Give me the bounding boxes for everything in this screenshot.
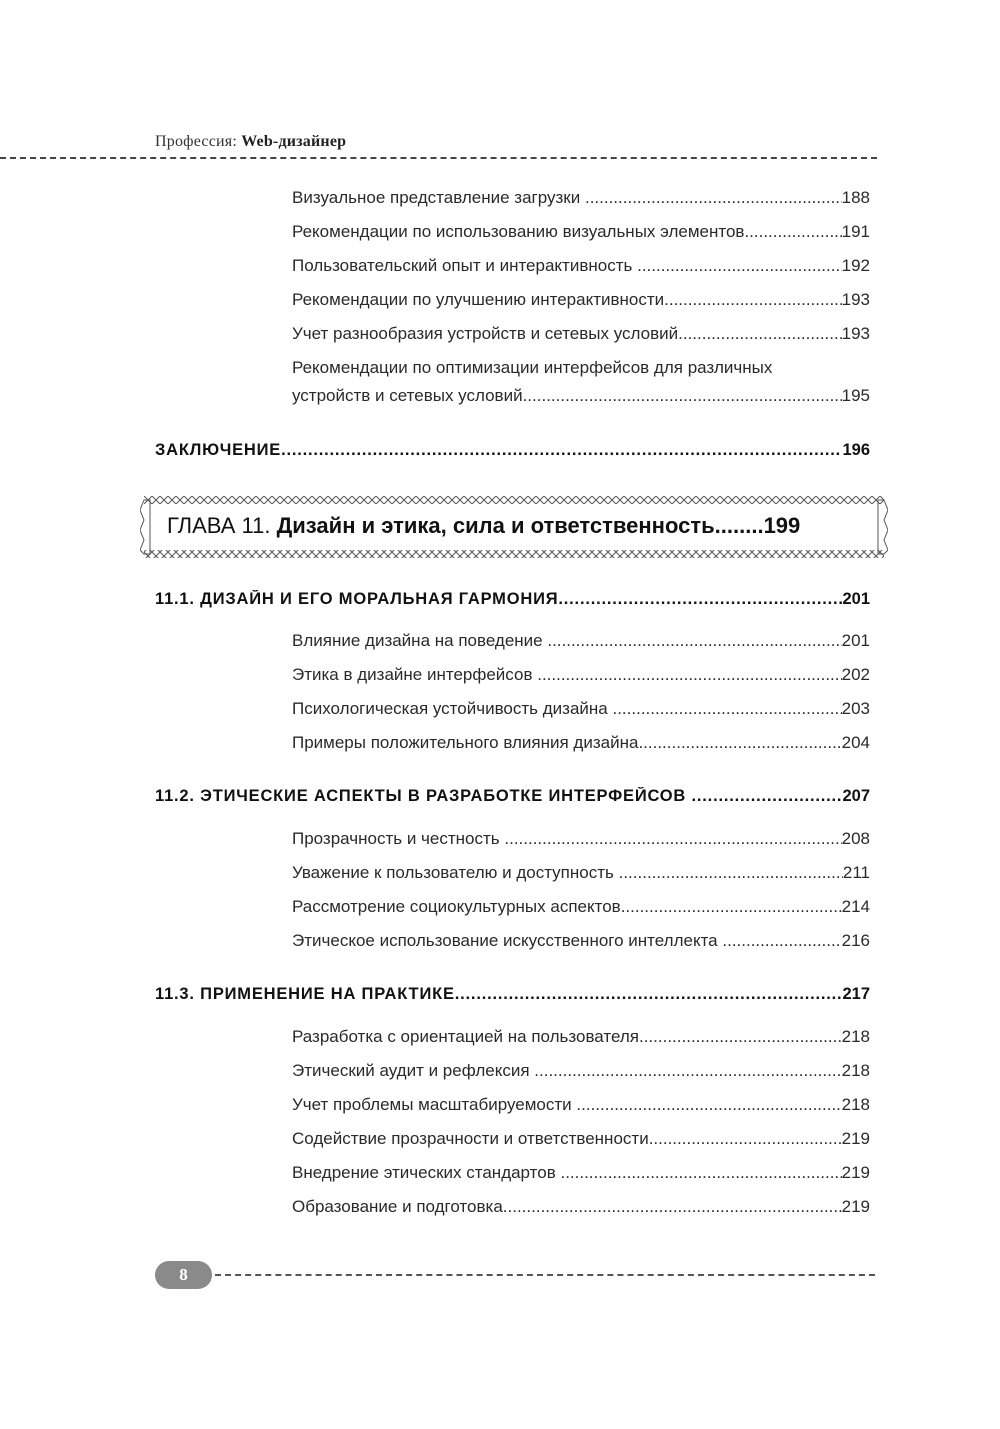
- toc-entry-page: 219: [841, 1129, 870, 1148]
- toc-entry-title: Психологическая устойчивость дизайна: [292, 699, 608, 718]
- leader-dots: [686, 787, 842, 806]
- page-number: 8: [155, 1261, 212, 1289]
- toc-entry[interactable]: [292, 699, 870, 719]
- leader-dots: [572, 1095, 842, 1115]
- toc-entry-title: Визуальное представление загрузки: [292, 188, 581, 207]
- toc-entry[interactable]: [292, 386, 870, 406]
- leader-dots: [638, 733, 841, 753]
- toc-section-title: 11.3. ПРИМЕНЕНИЕ НА ПРАКТИКЕ: [155, 985, 455, 1003]
- leader-dots: [281, 441, 842, 460]
- leader-dots: [523, 386, 842, 406]
- leader-dots: [500, 829, 842, 849]
- toc-entry-page: 202: [841, 665, 870, 684]
- leader-dots: [614, 863, 843, 883]
- leader-dots: [649, 1129, 842, 1149]
- toc-entry[interactable]: [292, 188, 870, 208]
- toc-entry-title: Разработка с ориентацией на пользователя: [292, 1027, 639, 1046]
- leader-dots: [503, 1197, 842, 1217]
- toc-entry-page: 195: [841, 386, 870, 405]
- toc-entry[interactable]: [292, 1129, 870, 1149]
- toc-entry-page: 204: [841, 733, 870, 752]
- leader-dots: [455, 985, 843, 1004]
- chapter-label: ГЛАВА 11.: [167, 513, 271, 538]
- leader-dots: [532, 665, 841, 685]
- toc-entry-title: Учет разнообразия устройств и сетевых условий: [292, 324, 679, 343]
- toc-entry[interactable]: [292, 897, 870, 917]
- leader-dots: [744, 222, 841, 242]
- book-title: Web-дизайнер: [241, 133, 347, 150]
- profession-label: Профессия:: [155, 133, 237, 150]
- toc-entry-page: 218: [841, 1061, 870, 1080]
- toc-entry[interactable]: [292, 1061, 870, 1081]
- toc-entry-title: Пользовательский опыт и интерактивность: [292, 256, 633, 275]
- leader-dots: [678, 324, 842, 344]
- toc-entry[interactable]: [292, 256, 870, 276]
- toc-entry-page: 218: [841, 1095, 870, 1114]
- toc-section-page: 196: [842, 441, 870, 459]
- toc-section-title: ЗАКЛЮЧЕНИЕ: [155, 441, 282, 459]
- toc-entry-page: 192: [841, 256, 870, 275]
- toc-entry[interactable]: [292, 631, 870, 651]
- leader-dots: [621, 897, 842, 917]
- toc-entry[interactable]: [292, 931, 870, 951]
- leader-dots: [556, 1163, 842, 1183]
- toc-entry-page: 219: [841, 1163, 870, 1182]
- leader-dots: [580, 188, 841, 208]
- toc-entry-line1[interactable]: Рекомендации по оптимизации интерфейсов для различных: [292, 358, 773, 377]
- chapter-title: Дизайн и этика, сила и ответственность: [276, 513, 715, 538]
- toc-entry[interactable]: [292, 1163, 870, 1183]
- chapter-heading[interactable]: [167, 513, 800, 539]
- leader-dots: [558, 590, 842, 609]
- leader-dots: [530, 1061, 842, 1081]
- toc-section-title: 11.1. ДИЗАЙН И ЕГО МОРАЛЬНАЯ ГАРМОНИЯ: [155, 590, 559, 608]
- header-dashed-rule: [0, 157, 877, 159]
- toc-entry-title: устройств и сетевых условий: [292, 386, 523, 405]
- toc-entry-title: Рекомендации по использованию визуальных элементов: [292, 222, 745, 241]
- leader-dots: [543, 631, 842, 651]
- toc-entry-page: 201: [841, 631, 870, 650]
- leader-dots: [639, 1027, 842, 1047]
- toc-section-page: 217: [842, 985, 870, 1003]
- toc-entry-title: Внедрение этических стандартов: [292, 1163, 556, 1182]
- toc-entry-page: 203: [841, 699, 870, 718]
- toc-entry-page: 188: [841, 188, 870, 207]
- toc-entry[interactable]: [292, 733, 870, 753]
- toc-section[interactable]: [155, 441, 870, 460]
- toc-entry[interactable]: [292, 290, 870, 310]
- toc-entry-page: 211: [842, 863, 870, 882]
- toc-entry-title: Рекомендации по улучшению интерактивности: [292, 290, 665, 309]
- toc-entry-title: Этика в дизайне интерфейсов: [292, 665, 533, 684]
- running-header: [155, 133, 346, 151]
- toc-entry-page: 191: [841, 222, 870, 241]
- footer-dashed-rule: [215, 1274, 875, 1276]
- toc-entry[interactable]: [292, 829, 870, 849]
- toc-entry-title: Содействие прозрачности и ответственности: [292, 1129, 649, 1148]
- toc-entry[interactable]: [292, 863, 870, 883]
- chapter-page: 199: [763, 513, 801, 538]
- toc-entry-page: 214: [841, 897, 870, 916]
- toc-entry[interactable]: [292, 222, 870, 242]
- toc-entry-page: 193: [841, 290, 870, 309]
- leader-dots: [632, 256, 841, 276]
- toc-entry[interactable]: [292, 665, 870, 685]
- toc-entry-title: Прозрачность и честность: [292, 829, 500, 848]
- toc-entry-title: Примеры положительного влияния дизайна: [292, 733, 639, 752]
- toc-entry[interactable]: [292, 1197, 870, 1217]
- toc-entry-title: Учет проблемы масштабируемости: [292, 1095, 572, 1114]
- toc-entry-page: 193: [841, 324, 870, 343]
- toc-entry-title: Уважение к пользователю и доступность: [292, 863, 614, 882]
- toc-section[interactable]: [155, 985, 870, 1004]
- toc-entry[interactable]: [292, 324, 870, 344]
- toc-entry-page: 219: [841, 1197, 870, 1216]
- leader-dots: [718, 931, 842, 951]
- toc-entry-title: Этическое использование искусственного интеллекта: [292, 931, 718, 950]
- toc-section[interactable]: [155, 787, 870, 806]
- toc-entry-page: 218: [841, 1027, 870, 1046]
- leader-dots: [664, 290, 841, 310]
- toc-entry-title: Рассмотрение социокультурных аспектов: [292, 897, 621, 916]
- chapter-leader-dots: ........: [714, 513, 764, 538]
- toc-section-page: 207: [842, 787, 870, 805]
- toc-section[interactable]: [155, 590, 870, 609]
- toc-section-title: 11.2. ЭТИЧЕСКИЕ АСПЕКТЫ В РАЗРАБОТКЕ ИНТЕРФЕЙСОВ: [155, 787, 687, 805]
- toc-entry-page: 216: [841, 931, 870, 950]
- toc-entry[interactable]: [292, 1095, 870, 1115]
- toc-entry-title: Образование и подготовка: [292, 1197, 503, 1216]
- toc-section-page: 201: [842, 590, 870, 608]
- toc-entry[interactable]: [292, 1027, 870, 1047]
- toc-entry-page: 208: [841, 829, 870, 848]
- toc-entry-title: Влияние дизайна на поведение: [292, 631, 543, 650]
- leader-dots: [608, 699, 842, 719]
- toc-entry-title: Этический аудит и рефлексия: [292, 1061, 530, 1080]
